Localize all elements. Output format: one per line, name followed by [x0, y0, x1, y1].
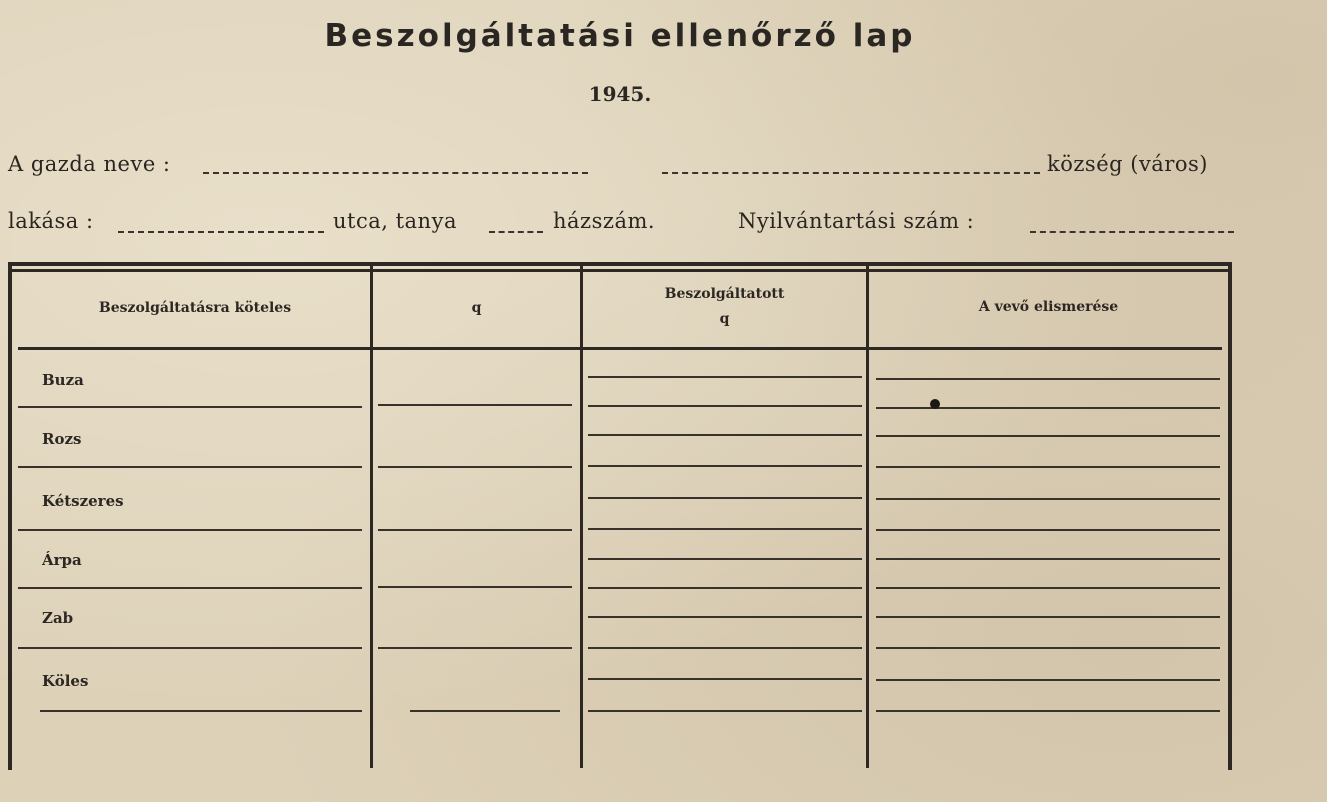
- row-rule: [18, 406, 362, 408]
- row-rule: [588, 616, 862, 618]
- house-number-label: házszám.: [553, 209, 656, 233]
- row-rule: [876, 466, 1220, 468]
- ink-blot-mark: [930, 399, 940, 409]
- row-rule: [18, 529, 362, 531]
- row-label-buza: Buza: [42, 371, 84, 389]
- municipality-field[interactable]: [662, 172, 1040, 174]
- row-rule: [588, 434, 862, 436]
- row-rule: [378, 647, 572, 649]
- column-header-obligated: Beszolgáltatásra köteles: [98, 300, 292, 316]
- residence-street-field[interactable]: [118, 231, 324, 233]
- row-rule: [588, 376, 862, 378]
- residence-label: lakása :: [8, 209, 94, 233]
- table-top-rule: [12, 269, 1228, 272]
- row-rule: [378, 404, 572, 406]
- row-rule: [588, 528, 862, 530]
- column-header-delivered-q: q: [719, 311, 730, 327]
- row-rule: [378, 466, 572, 468]
- form-year: 1945.: [588, 82, 652, 106]
- row-rule: [588, 587, 862, 589]
- row-rule: [18, 587, 362, 589]
- header-rule: [18, 347, 1222, 350]
- municipality-label: község (város): [1047, 152, 1208, 176]
- row-rule: [588, 710, 862, 712]
- column-header-q: q: [471, 300, 482, 316]
- row-rule: [876, 710, 1220, 712]
- row-rule: [588, 465, 862, 467]
- row-rule: [876, 558, 1220, 560]
- row-rule: [876, 435, 1220, 437]
- row-rule: [876, 498, 1220, 500]
- street-label: utca, tanya: [333, 209, 457, 233]
- column-divider: [370, 266, 373, 768]
- delivery-table: [8, 262, 1232, 770]
- row-rule: [876, 587, 1220, 589]
- row-rule: [876, 529, 1220, 531]
- row-label-ketszeres: Kétszeres: [42, 492, 124, 510]
- row-label-zab: Zab: [42, 609, 74, 627]
- row-rule: [876, 378, 1220, 380]
- row-rule: [410, 710, 560, 712]
- column-divider: [580, 266, 583, 768]
- page-title: Beszolgáltatási ellenőrző lap: [324, 18, 916, 54]
- row-rule: [18, 466, 362, 468]
- row-rule: [40, 710, 362, 712]
- column-header-buyer-acknowledgement: A vevő elismerése: [978, 299, 1119, 315]
- row-rule: [876, 647, 1220, 649]
- row-rule: [588, 647, 862, 649]
- registry-number-field[interactable]: [1030, 231, 1234, 233]
- row-rule: [378, 529, 572, 531]
- column-divider: [866, 266, 869, 768]
- row-rule: [588, 678, 862, 680]
- row-rule: [18, 647, 362, 649]
- house-number-field[interactable]: [489, 231, 543, 233]
- owner-name-label: A gazda neve :: [8, 152, 171, 176]
- row-rule: [378, 586, 572, 588]
- row-label-arpa: Árpa: [42, 551, 82, 569]
- registry-number-label: Nyilvántartási szám :: [738, 209, 975, 233]
- row-rule: [588, 405, 862, 407]
- row-rule: [876, 679, 1220, 681]
- row-rule: [588, 558, 862, 560]
- row-label-rozs: Rozs: [42, 430, 82, 448]
- row-rule: [876, 407, 1220, 409]
- owner-name-field[interactable]: [203, 172, 588, 174]
- column-header-delivered: Beszolgáltatott: [664, 286, 785, 302]
- row-rule: [876, 616, 1220, 618]
- row-label-koles: Köles: [42, 672, 89, 690]
- row-rule: [588, 497, 862, 499]
